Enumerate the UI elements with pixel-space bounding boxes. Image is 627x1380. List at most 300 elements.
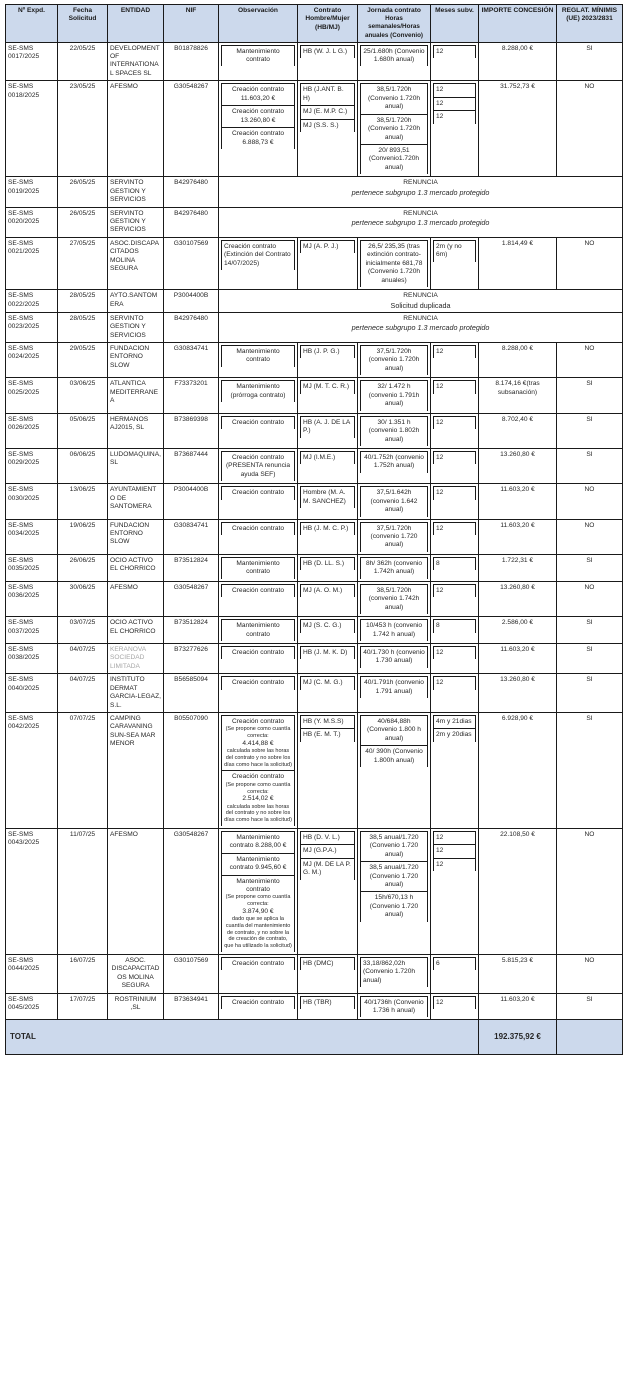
cell-entidad: FUNDACION ENTORNO SLOW xyxy=(108,343,164,378)
cell-importe-concesion: 31.752,73 € xyxy=(479,81,557,177)
cell-contrato xyxy=(298,993,358,1020)
cell-jornada-line: 8h/ 362h (convenio 1.742h anual) xyxy=(361,557,428,578)
header-num-expediente xyxy=(6,5,58,43)
cell-meses-subv xyxy=(431,617,479,644)
cell-jornada xyxy=(358,674,431,713)
cell-contrato-line: HB (D. V. L.) xyxy=(301,831,355,844)
cell-importe-concesion: 11.603,20 € xyxy=(479,993,557,1020)
cell-num-expediente: SE-SMS 0043/2025 xyxy=(6,828,58,954)
observacion-text: Mantenimiento contrato 8.288,00 € xyxy=(229,833,287,850)
cell-num-expediente: SE-SMS 0035/2025 xyxy=(6,554,58,581)
cell-contrato xyxy=(298,954,358,993)
cell-importe-concesion: 13.260,80 € xyxy=(479,674,557,713)
cell-observacion xyxy=(219,828,298,954)
cell-entidad: ASOC.DISCAPACITADOS MOLINA SEGURA xyxy=(108,237,164,289)
cell-meses-subv xyxy=(431,448,479,483)
cell-meses-subv xyxy=(431,581,479,616)
cell-observacion xyxy=(219,378,298,413)
cell-importe-concesion: 11.603,20 € xyxy=(479,484,557,519)
cell-observacion-line xyxy=(222,106,295,128)
cell-entidad: AYTO.SANTOMERA xyxy=(108,290,164,313)
cell-nif: G30107569 xyxy=(164,954,219,993)
cell-meses-subv xyxy=(431,713,479,829)
cell-jornada-line: 37,5/1.720h (convenio 1.720h anual) xyxy=(361,346,428,376)
cell-nif: B42976480 xyxy=(164,207,219,237)
cell-contrato xyxy=(298,828,358,954)
cell-entidad: CAMPING CARAVANING SUN-SEA MAR MENOR xyxy=(108,713,164,829)
cell-observacion-line xyxy=(222,831,295,853)
cell-observacion-line xyxy=(222,451,295,481)
cell-contrato-line: MJ (I.M.E.) xyxy=(301,451,355,464)
cell-meses-subv-line: 2m (y no 6m) xyxy=(434,240,476,261)
cell-jornada xyxy=(358,343,431,378)
header-contrato-label: Contrato Hombre/Mujer (HB/MJ) xyxy=(305,7,350,31)
header-observacion xyxy=(219,5,298,43)
cell-jornada-line: 40/1.730 h (convenio 1.730 anual) xyxy=(361,646,428,667)
cell-entidad: SERVINTO GESTION Y SERVICIOS xyxy=(108,207,164,237)
cell-reglamento-minimis: SI xyxy=(557,993,623,1020)
cell-jornada-line: 38,5/1.720h (convenio 1.742h anual) xyxy=(361,584,428,614)
cell-meses-subv xyxy=(431,554,479,581)
observacion-text: Mantenimiento contrato xyxy=(236,877,280,894)
cell-meses-subv xyxy=(431,519,479,554)
header-contrato-hombre-mujer xyxy=(298,5,358,43)
cell-jornada xyxy=(358,554,431,581)
cell-importe-concesion: 6.928,90 € xyxy=(479,713,557,829)
observacion-text: Creación contrato (Extinción del Contrato 14/07/2025) xyxy=(224,242,291,267)
cell-num-expediente: SE-SMS 0037/2025 xyxy=(6,617,58,644)
renuncia-subtitle: pertenece subgrupo 1.3 mercado protegido xyxy=(351,323,490,333)
table-body xyxy=(6,42,623,1055)
cell-num-expediente: SE-SMS 0023/2025 xyxy=(6,312,58,342)
cell-contrato xyxy=(298,413,358,448)
observacion-note-2: calculada sobre las horas del contrato y no sobre los días como hace la solicitud) xyxy=(224,748,292,768)
table-row xyxy=(6,484,623,519)
cell-jornada-line: 20/ 893,51 (Convenio1.720h anual) xyxy=(361,144,428,174)
table-row xyxy=(6,312,623,342)
table-row xyxy=(6,643,623,673)
cell-num-expediente: SE-SMS 0025/2025 xyxy=(6,378,58,413)
observacion-text: Creación contrato xyxy=(231,418,285,426)
header-jornada-sub-label: Horas semanales/Horas anuales (Convenio) xyxy=(364,15,424,39)
table-row xyxy=(6,519,623,554)
cell-renuncia-note xyxy=(219,207,623,237)
cell-contrato-line: HB (A. J. DE LA P.) xyxy=(301,416,355,437)
cell-meses-subv-line: 12 xyxy=(434,996,476,1009)
cell-importe-concesion: 13.260,80 € xyxy=(479,581,557,616)
cell-entidad: LUDOMAQUINA, SL xyxy=(108,448,164,483)
cell-num-expediente: SE-SMS 0020/2025 xyxy=(6,207,58,237)
cell-observacion xyxy=(219,713,298,829)
cell-meses-subv xyxy=(431,42,479,81)
cell-observacion xyxy=(219,643,298,673)
cell-reglamento-minimis: SI xyxy=(557,713,623,829)
cell-meses-subv-line: 12 xyxy=(434,381,476,394)
cell-nif: G30834741 xyxy=(164,519,219,554)
cell-contrato-line: HB (Y. M.S.S) xyxy=(301,716,355,729)
table-row xyxy=(6,378,623,413)
cell-importe-concesion: 22.108,50 € xyxy=(479,828,557,954)
cell-meses-subv-line: 12 xyxy=(434,584,476,597)
cell-jornada xyxy=(358,713,431,829)
renuncia-title: RENUNCIA xyxy=(403,179,438,187)
observacion-note: (Se propone como cuantía correcta: xyxy=(225,781,291,795)
observacion-text: Mantenimiento contrato 9.945,60 € xyxy=(229,855,287,872)
cell-nif: B01878826 xyxy=(164,42,219,81)
cell-nif: B73277626 xyxy=(164,643,219,673)
cell-renuncia-note xyxy=(219,177,623,207)
cell-reglamento-minimis: SI xyxy=(557,554,623,581)
cell-meses-subv-line: 12 xyxy=(434,84,476,97)
observacion-note: (Se propone como cuantía correcta: xyxy=(225,894,291,908)
cell-observacion xyxy=(219,81,298,177)
cell-observacion-line xyxy=(222,557,295,578)
table-row xyxy=(6,617,623,644)
cell-observacion-line xyxy=(222,957,295,970)
cell-jornada-line: 40/684,88h (Convenio 1.800 h anual) xyxy=(361,716,428,746)
observacion-text: Creación contrato xyxy=(231,648,285,656)
cell-entidad: FUNDACION ENTORNO SLOW xyxy=(108,519,164,554)
cell-jornada xyxy=(358,448,431,483)
cell-jornada xyxy=(358,519,431,554)
cell-meses-subv xyxy=(431,81,479,177)
cell-num-expediente: SE-SMS 0018/2025 xyxy=(6,81,58,177)
table-row xyxy=(6,448,623,483)
cell-meses-subv-line: 2m y 20dias xyxy=(434,729,476,742)
renuncia-title: RENUNCIA xyxy=(403,209,438,217)
cell-jornada xyxy=(358,413,431,448)
cell-reglamento-minimis: SI xyxy=(557,674,623,713)
renuncia-title: RENUNCIA xyxy=(403,292,438,300)
cell-num-expediente: SE-SMS 0030/2025 xyxy=(6,484,58,519)
renuncia-title: RENUNCIA xyxy=(403,314,438,322)
renuncia-subtitle: pertenece subgrupo 1.3 mercado protegido xyxy=(351,187,490,197)
cell-reglamento-minimis: NO xyxy=(557,343,623,378)
cell-meses-subv-line: 8 xyxy=(434,557,476,570)
cell-contrato xyxy=(298,378,358,413)
table-row xyxy=(6,713,623,829)
cell-entidad: AFESMO xyxy=(108,581,164,616)
cell-contrato xyxy=(298,674,358,713)
cell-observacion xyxy=(219,413,298,448)
cell-jornada-line: 33,18/862,02h (Convenio 1.720h anual) xyxy=(361,957,428,987)
cell-jornada-line: 32/ 1.472 h (convenio 1.791h anual) xyxy=(361,381,428,411)
observacion-text: Creación contrato 13.260,80 € xyxy=(231,108,285,124)
cell-entidad: SERVINTO GESTION Y SERVICIOS xyxy=(108,177,164,207)
cell-fecha-solicitud: 26/05/25 xyxy=(58,207,108,237)
cell-contrato-line: HB (J. M. K. D) xyxy=(301,646,355,659)
cell-observacion-line xyxy=(222,996,295,1009)
cell-jornada-line: 40/1.752h (convenio 1.752h anual) xyxy=(361,451,428,472)
cell-contrato xyxy=(298,81,358,177)
cell-nif: B73634941 xyxy=(164,993,219,1020)
cell-observacion-line xyxy=(222,771,295,826)
cell-meses-subv-line: 12 xyxy=(434,845,476,858)
cell-importe-concesion: 8.288,00 € xyxy=(479,42,557,81)
header-meses-subv xyxy=(431,5,479,43)
cell-num-expediente: SE-SMS 0029/2025 xyxy=(6,448,58,483)
cell-nif: B42976480 xyxy=(164,177,219,207)
cell-fecha-solicitud: 11/07/25 xyxy=(58,828,108,954)
cell-entidad: OCIO ACTIVO EL CHORRICO xyxy=(108,617,164,644)
observacion-note-2: calculada sobre las horas del contrato y no sobre los días como hace la solicitud) xyxy=(224,803,292,824)
header-row xyxy=(6,5,623,43)
cell-importe-concesion: 1.722,31 € xyxy=(479,554,557,581)
cell-num-expediente: SE-SMS 0044/2025 xyxy=(6,954,58,993)
cell-fecha-solicitud: 03/06/25 xyxy=(58,378,108,413)
cell-observacion xyxy=(219,448,298,483)
cell-contrato-line: HB (W. J. L G.) xyxy=(301,45,355,58)
table-row xyxy=(6,207,623,237)
cell-entidad: HERMANOS AJ2015, SL xyxy=(108,413,164,448)
cell-num-expediente: SE-SMS 0026/2025 xyxy=(6,413,58,448)
observacion-note: (Se propone como cuantía correcta: xyxy=(225,726,291,740)
table-row xyxy=(6,413,623,448)
cell-importe-concesion: 2.586,00 € xyxy=(479,617,557,644)
cell-contrato-line: MJ (S.S. S.) xyxy=(301,119,355,132)
cell-observacion-line xyxy=(222,875,295,952)
header-entidad xyxy=(108,5,164,43)
cell-observacion-line xyxy=(222,240,295,270)
cell-num-expediente: SE-SMS 0022/2025 xyxy=(6,290,58,313)
cell-meses-subv-line: 6 xyxy=(434,957,476,970)
cell-meses-subv-line: 12 xyxy=(434,522,476,535)
cell-meses-subv xyxy=(431,343,479,378)
header-importe-label: IMPORTE CONCESIÓN xyxy=(481,7,554,14)
cell-entidad: KERANOVA SOCIEDAD LIMITADA xyxy=(108,643,164,673)
cell-jornada-line: 38,5 anual/1.720 (Convenio 1.720 anual) xyxy=(361,831,428,861)
observacion-text: Creación contrato xyxy=(231,773,285,781)
cell-entidad: ROSTRINIUM ,SL xyxy=(108,993,164,1020)
cell-num-expediente: SE-SMS 0024/2025 xyxy=(6,343,58,378)
header-nif-label: NIF xyxy=(185,7,197,14)
cell-jornada xyxy=(358,828,431,954)
header-reglamento-minimis xyxy=(557,5,623,43)
cell-contrato-line: HB (J. P. G.) xyxy=(301,346,355,359)
cell-contrato-line: HB (D. LL. S.) xyxy=(301,557,355,570)
header-entidad-label: ENTIDAD xyxy=(120,7,151,14)
observacion-amount: 4.414,88 € xyxy=(242,739,274,747)
cell-jornada xyxy=(358,81,431,177)
header-observacion-label: Observación xyxy=(238,7,278,14)
cell-meses-subv xyxy=(431,674,479,713)
cell-nif: B05507090 xyxy=(164,713,219,829)
cell-contrato-line: Hombre (M. A. M. SANCHEZ) xyxy=(301,487,355,508)
cell-contrato-line: MJ (A. O. M.) xyxy=(301,584,355,597)
cell-nif: B73687444 xyxy=(164,448,219,483)
cell-num-expediente: SE-SMS 0045/2025 xyxy=(6,993,58,1020)
cell-fecha-solicitud: 30/06/25 xyxy=(58,581,108,616)
header-reglat-label: REGLAT. MÍNIMIS (UE) 2023/2831 xyxy=(561,7,618,23)
cell-nif: B42976480 xyxy=(164,312,219,342)
cell-jornada-line: 37,5/1.642h (convenio 1.642 anual) xyxy=(361,487,428,517)
observacion-text: Mantenimiento contrato xyxy=(236,559,280,576)
cell-reglamento-minimis: NO xyxy=(557,954,623,993)
table-row xyxy=(6,581,623,616)
cell-contrato xyxy=(298,484,358,519)
observacion-text: Creación contrato xyxy=(231,959,285,967)
cell-num-expediente: SE-SMS 0036/2025 xyxy=(6,581,58,616)
table-row xyxy=(6,554,623,581)
cell-entidad: AFESMO xyxy=(108,828,164,954)
cell-meses-subv xyxy=(431,237,479,289)
cell-jornada xyxy=(358,42,431,81)
cell-renuncia-note xyxy=(219,290,623,313)
cell-contrato-line: MJ (M. DE LA P. G. M.) xyxy=(301,858,355,879)
cell-nif: B56585094 xyxy=(164,674,219,713)
cell-jornada xyxy=(358,484,431,519)
cell-meses-subv xyxy=(431,378,479,413)
cell-jornada xyxy=(358,378,431,413)
cell-reglamento-minimis: NO xyxy=(557,581,623,616)
cell-fecha-solicitud: 05/06/25 xyxy=(58,413,108,448)
subsidy-concession-table xyxy=(5,4,623,1055)
cell-meses-subv-line: 4m y 21dias xyxy=(434,716,476,729)
cell-nif: P3004400B xyxy=(164,484,219,519)
cell-meses-subv-line: 12 xyxy=(434,487,476,500)
cell-num-expediente: SE-SMS 0042/2025 xyxy=(6,713,58,829)
cell-num-expediente: SE-SMS 0040/2025 xyxy=(6,674,58,713)
header-fecha-solicitud xyxy=(58,5,108,43)
header-fecha-solicitud-label: Fecha Solicitud xyxy=(68,7,97,23)
cell-entidad: OCIO ACTIVO EL CHORRICO xyxy=(108,554,164,581)
cell-observacion xyxy=(219,617,298,644)
cell-observacion-line xyxy=(222,487,295,500)
header-num-expediente-label: Nº Expd. xyxy=(18,7,45,14)
cell-fecha-solicitud: 06/06/25 xyxy=(58,448,108,483)
header-meses-label: Meses subv. xyxy=(435,7,474,14)
table-row xyxy=(6,828,623,954)
cell-jornada-line: 10/453 h (convenio 1.742 h anual) xyxy=(361,620,428,641)
cell-contrato-line: HB (E. M. T.) xyxy=(301,729,355,742)
cell-contrato xyxy=(298,42,358,81)
observacion-text: Creación contrato xyxy=(231,718,285,726)
total-empty-cell xyxy=(557,1020,623,1055)
table-row xyxy=(6,42,623,81)
cell-contrato xyxy=(298,343,358,378)
cell-observacion-line xyxy=(222,416,295,429)
cell-fecha-solicitud: 22/05/25 xyxy=(58,42,108,81)
observacion-text: Mantenimiento contrato xyxy=(236,622,280,638)
observacion-text: Creación contrato xyxy=(231,586,285,594)
header-importe-concesion xyxy=(479,5,557,43)
cell-nif: P3004400B xyxy=(164,290,219,313)
cell-contrato-line: HB (DMC) xyxy=(301,957,355,970)
cell-meses-subv-line: 12 xyxy=(434,97,476,110)
table-row xyxy=(6,674,623,713)
observacion-text: Mantenimiento contrato xyxy=(236,47,280,64)
cell-num-expediente: SE-SMS 0038/2025 xyxy=(6,643,58,673)
cell-contrato xyxy=(298,519,358,554)
cell-contrato xyxy=(298,643,358,673)
cell-observacion-line xyxy=(222,381,295,402)
cell-jornada-line: 38,5/1.720h (Convenio 1.720h anual) xyxy=(361,84,428,114)
cell-observacion xyxy=(219,674,298,713)
cell-contrato-line: HB (J.ANT. B. H) xyxy=(301,84,355,106)
cell-observacion-line xyxy=(222,45,295,66)
cell-observacion xyxy=(219,484,298,519)
cell-contrato-line: HB (J. M. C. P.) xyxy=(301,522,355,535)
cell-contrato xyxy=(298,554,358,581)
cell-reglamento-minimis: NO xyxy=(557,519,623,554)
cell-meses-subv xyxy=(431,954,479,993)
cell-jornada-line: 26,5/ 235,35 (tras extinción contrato-inicialmente 681,78 (Convenio 1.720h anuales) xyxy=(361,240,428,287)
cell-jornada-line: 40/1.791h (convenio 1.791 anual) xyxy=(361,677,428,698)
cell-fecha-solicitud: 29/05/25 xyxy=(58,343,108,378)
observacion-note-2: dado que se aplica la cuantía del mantenimiento de contrato, y no sobre la de creación de contrato, que ha utilizado la solicitud) xyxy=(224,916,292,950)
cell-meses-subv-line: 12 xyxy=(434,111,476,124)
cell-nif: F73373201 xyxy=(164,378,219,413)
cell-jornada xyxy=(358,617,431,644)
cell-observacion-line xyxy=(222,522,295,535)
cell-observacion-line xyxy=(222,346,295,367)
cell-reglamento-minimis: NO xyxy=(557,828,623,954)
total-label: TOTAL xyxy=(6,1020,479,1055)
cell-jornada-line: 30/ 1.351 h (convenio 1.802h anual) xyxy=(361,416,428,446)
header-jornada-contrato xyxy=(358,5,431,43)
cell-nif: B73869398 xyxy=(164,413,219,448)
observacion-text: Creación contrato xyxy=(231,998,285,1006)
cell-jornada-line: 40/1736h (Convenio 1.736 h anual) xyxy=(361,996,428,1017)
cell-observacion xyxy=(219,237,298,289)
header-nif xyxy=(164,5,219,43)
cell-fecha-solicitud: 04/07/25 xyxy=(58,643,108,673)
cell-reglamento-minimis: SI xyxy=(557,42,623,81)
cell-contrato-line: MJ (G.P.A.) xyxy=(301,845,355,858)
cell-observacion-line xyxy=(222,677,295,690)
cell-observacion-line xyxy=(222,84,295,106)
cell-importe-concesion: 11.603,20 € xyxy=(479,643,557,673)
cell-observacion-line xyxy=(222,646,295,659)
cell-num-expediente: SE-SMS 0017/2025 xyxy=(6,42,58,81)
cell-reglamento-minimis: SI xyxy=(557,617,623,644)
table-row xyxy=(6,343,623,378)
cell-meses-subv-line: 12 xyxy=(434,45,476,58)
total-row xyxy=(6,1020,623,1055)
cell-reglamento-minimis: NO xyxy=(557,81,623,177)
cell-nif: G30834741 xyxy=(164,343,219,378)
cell-jornada-line: 38,5/1.720h (Convenio 1.720h anual) xyxy=(361,114,428,144)
observacion-text: Mantenimiento contrato xyxy=(236,348,280,364)
cell-observacion xyxy=(219,42,298,81)
cell-contrato xyxy=(298,448,358,483)
cell-importe-concesion: 1.814,49 € xyxy=(479,237,557,289)
cell-entidad: AFESMO xyxy=(108,81,164,177)
cell-observacion xyxy=(219,343,298,378)
table-header xyxy=(6,5,623,43)
cell-importe-concesion: 8.288,00 € xyxy=(479,343,557,378)
cell-importe-concesion: 8.174,16 €(tras subsanación) xyxy=(479,378,557,413)
cell-importe-concesion: 11.603,20 € xyxy=(479,519,557,554)
table-row xyxy=(6,81,623,177)
cell-fecha-solicitud: 07/07/25 xyxy=(58,713,108,829)
cell-contrato xyxy=(298,581,358,616)
observacion-amount: 3.874,90 € xyxy=(242,907,274,915)
table-row xyxy=(6,993,623,1020)
cell-importe-concesion: 8.702,40 € xyxy=(479,413,557,448)
cell-contrato-line: HB (TBR) xyxy=(301,996,355,1009)
observacion-text: Creación contrato xyxy=(231,489,285,497)
cell-num-expediente: SE-SMS 0034/2025 xyxy=(6,519,58,554)
cell-meses-subv-line: 12 xyxy=(434,346,476,359)
observacion-text: Creación contrato 6.888,73 € xyxy=(231,130,285,146)
cell-meses-subv-line: 12 xyxy=(434,831,476,844)
observacion-amount: 2.514,02 € xyxy=(242,795,274,803)
table-row xyxy=(6,177,623,207)
cell-nif: B73512824 xyxy=(164,554,219,581)
cell-fecha-solicitud: 16/07/25 xyxy=(58,954,108,993)
renuncia-subtitle: Solicitud duplicada xyxy=(390,300,451,310)
